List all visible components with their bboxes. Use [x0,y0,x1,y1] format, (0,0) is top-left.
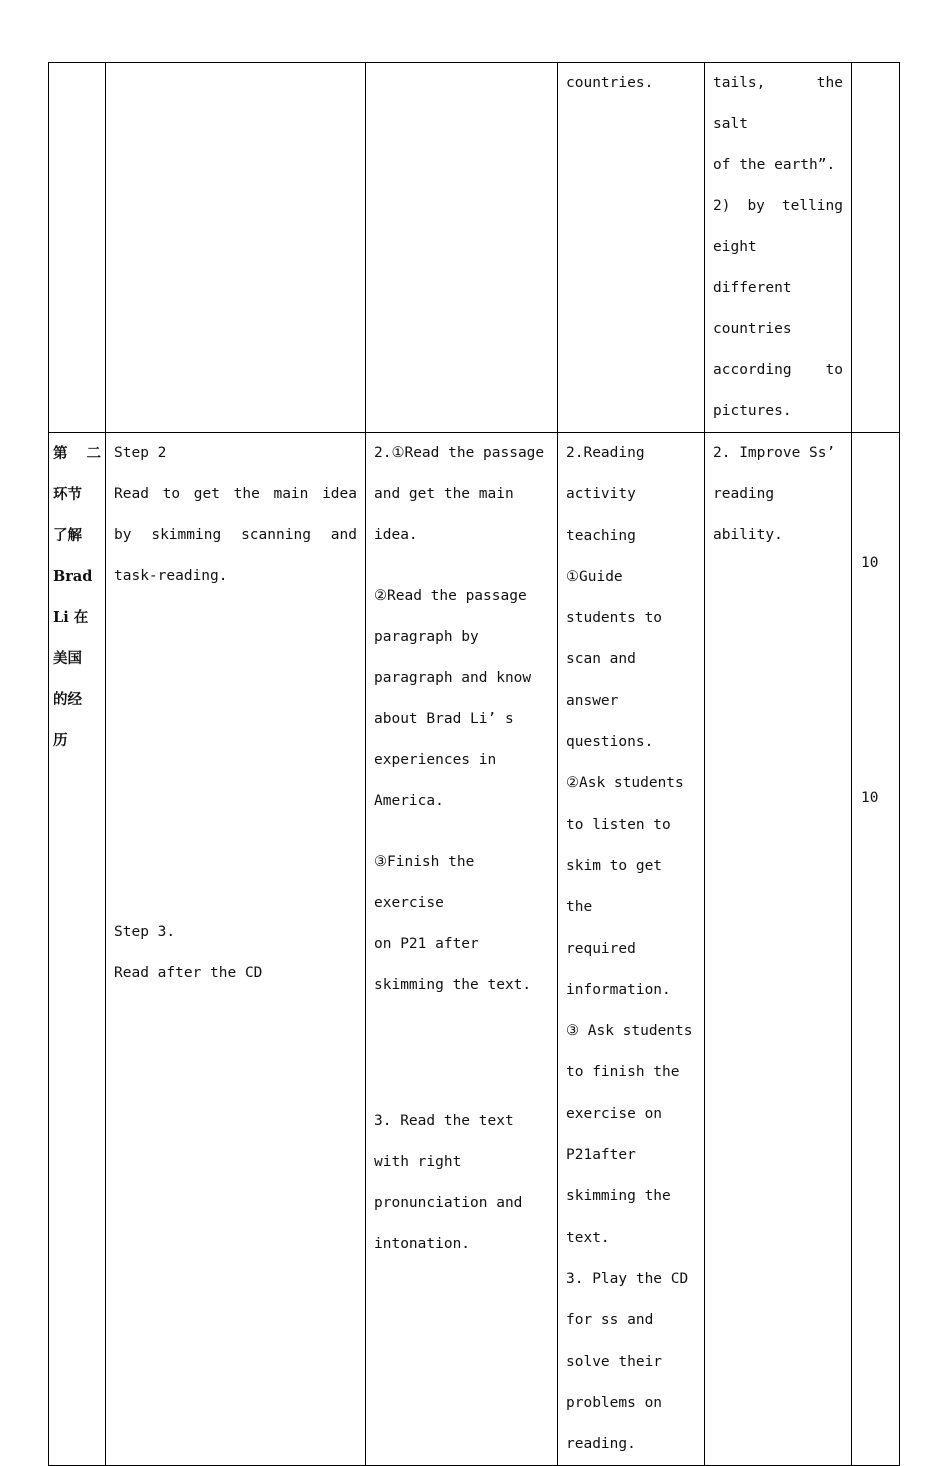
cell-line: task-reading. [114,568,228,584]
cell-line: for ss and [566,1312,654,1329]
stage-line: Li 在 [53,609,89,626]
stage-cell [49,433,106,1466]
cell-line: skimming the [566,1188,671,1205]
cell-line: tails, the salt [713,75,843,132]
cell-line: Step 2 [114,445,167,461]
cell-line: according to [713,362,843,378]
stage-line: 了解 [53,527,82,544]
cell-line: scan and answer [566,651,636,709]
cell-line: ③Finish the exercise [374,854,475,911]
cell-line: countries [713,321,792,337]
stage-cell [49,63,106,433]
cell-line: and get the main [374,486,514,502]
cell-line: eight different [713,239,792,296]
cell-line: paragraph and know [374,670,532,686]
time-value: 10 [861,555,879,571]
time-cell [852,433,900,1466]
cell-line: ③ Ask students [566,1023,693,1040]
cell-line: 2. Improve Ss’ [713,445,836,461]
cell-line: of the earth”. [713,157,836,173]
cell-line: skim to get the [566,857,663,916]
student-activity-cell [366,433,558,1466]
cell-line: solve their [566,1353,663,1370]
time-value: 10 [861,790,879,806]
cell-line: 3. Play the CD [566,1270,689,1287]
cell-line: 2.Reading [566,445,645,461]
stage-line: 的经 [53,691,82,708]
cell-line: problems on [566,1394,663,1411]
lesson-plan-table [48,62,900,1466]
cell-line: students to [566,610,663,627]
cell-line: pictures. [713,403,792,419]
steps-cell [106,433,366,1466]
cell-line: about Brad Li’ s [374,711,514,727]
cell-line: experiences in [374,752,497,768]
student-activity-cell [366,63,558,433]
cell-line: countries. [566,75,654,91]
cell-line: to finish the [566,1064,680,1081]
cell-line: exercise on [566,1105,663,1122]
teacher-activity-cell [558,433,705,1466]
cell-line: to listen to [566,816,671,833]
stage-line: 第 二 [53,445,101,462]
cell-line: idea. [374,527,418,543]
cell-line: reading. [566,1436,636,1453]
cell-line: 3. Read the text [374,1113,514,1129]
cell-line: Step 3. [114,924,176,940]
cell-line: text. [566,1229,610,1246]
cell-line: on P21 after [374,936,479,952]
stage-line: 历 [53,732,68,749]
stage-line: 环节 [53,486,82,503]
teacher-activity-cell [558,63,705,433]
cell-line: questions. [566,734,654,751]
cell-line: with right [374,1154,462,1170]
cell-line: ability. [713,527,783,543]
cell-line: information. [566,981,671,998]
steps-cell [106,63,366,433]
cell-line: ①Guide [566,568,623,585]
table-row [49,433,900,1466]
cell-line: P21after [566,1147,636,1164]
cell-line: America. [374,793,444,809]
purpose-cell [705,63,852,433]
cell-line: pronunciation and [374,1195,523,1211]
cell-line: by skimming scanning and [114,527,357,543]
stage-line: Brad [53,568,93,585]
stage-line: 美国 [53,650,82,667]
cell-line: reading [713,486,775,502]
cell-line: ②Read the passage [374,588,527,604]
cell-line: skimming the text. [374,977,532,993]
cell-line: ②Ask students [566,775,684,792]
cell-line: activity [566,486,636,503]
cell-line: paragraph by [374,629,479,645]
cell-line: intonation. [374,1236,471,1252]
cell-line: 2) by telling [713,198,843,214]
table-row [49,63,900,433]
cell-line: 2.①Read the passage [374,445,545,461]
cell-line: teaching [566,527,636,544]
time-cell [852,63,900,433]
cell-line: required [566,940,636,957]
cell-line: Read to get the main idea [114,486,357,502]
purpose-cell [705,433,852,1466]
cell-line: Read after the CD [114,965,263,981]
